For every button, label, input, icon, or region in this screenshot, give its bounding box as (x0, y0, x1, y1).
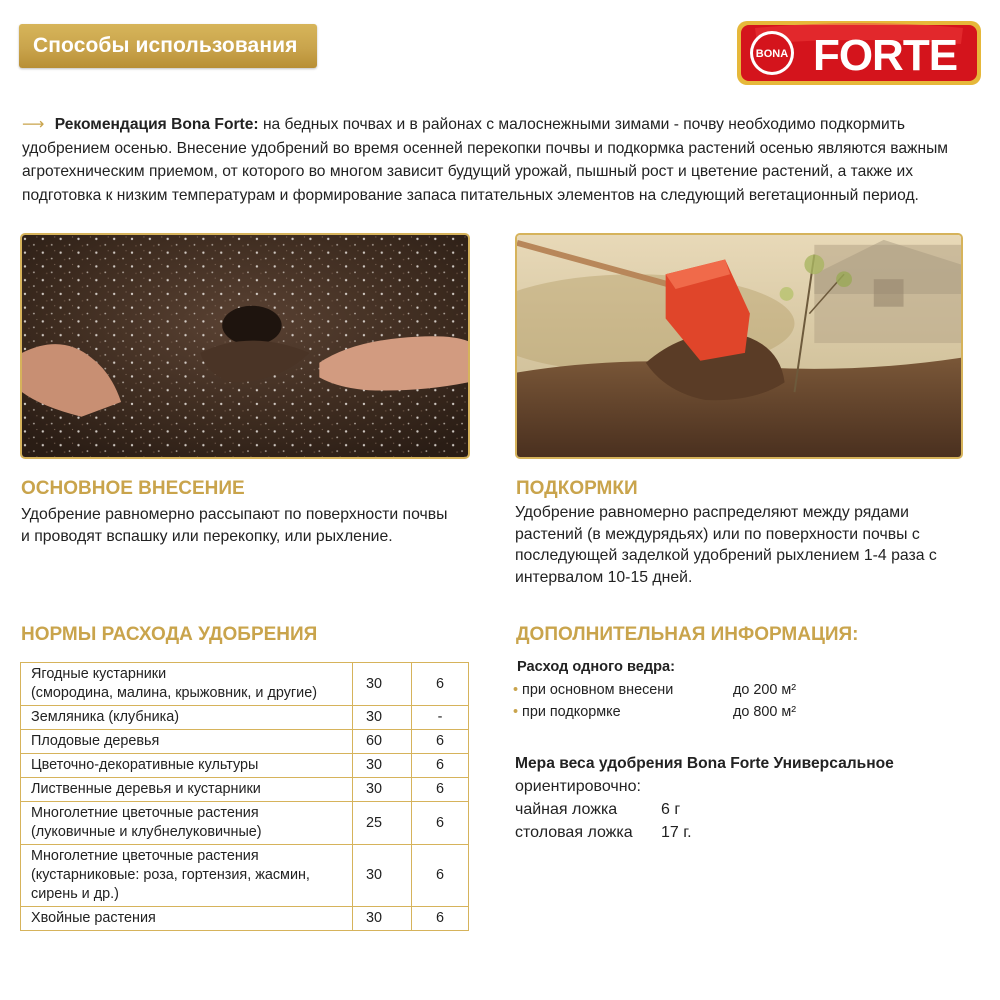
rate-feeding-cell: 6 (412, 754, 469, 778)
logo-bona-text: BONA (755, 48, 789, 60)
rate-feeding-cell: 6 (412, 907, 469, 931)
extra-info-title: ДОПОЛНИТЕЛЬНАЯ ИНФОРМАЦИЯ: (516, 624, 859, 645)
crop-name-cell: Многолетние цветочные растения (кустарниковые: роза, гортензия, жасмин, сирень и др.) (21, 845, 353, 907)
rate-main-cell: 30 (353, 706, 412, 730)
soil-hands-photo (20, 233, 470, 459)
crop-name-cell: Плодовые деревья (21, 730, 353, 754)
crop-name-cell: Ягодные кустарники (смородина, малина, крыжовник, и другие) (21, 663, 353, 706)
bucket-consumption-label: Расход одного ведра: (517, 659, 675, 675)
measure-tablespoon (515, 824, 692, 842)
measure-approx: ориентировочно: (515, 778, 641, 795)
bucket-item-main (513, 682, 797, 698)
measure-value: 6 г (661, 801, 681, 818)
main-application-text: Удобрение равномерно рассыпают по поверхности почвы и проводят вспашку или перекопку, или рыхление. (21, 506, 448, 545)
main-application-title: ОСНОВНОЕ ВНЕСЕНИЕ (21, 478, 245, 499)
table-row (21, 706, 469, 730)
crop-name-cell: Хвойные растения (21, 907, 353, 931)
rate-main-cell: 60 (353, 730, 412, 754)
rate-main-cell: 30 (353, 845, 412, 907)
bona-forte-logo (735, 18, 983, 88)
intro-text: на бедных почвах и в районах с малоснежными зимами - почву необходимо подкормить удобрением осенью. Внесение удобрений во время осенней перекопки почвы и подкормка растений осенью являются важным агротехническим приемом, от которого во многом зависит будущий урожай, пышный рост и цветение растений, а также их подготовка к низким температурам и формирование запаса питательных элементов на следующий вегетационный период. (22, 116, 949, 204)
shovel-digging-photo (515, 233, 963, 459)
measure-title: Мера веса удобрения Bona Forte Универсальное (515, 755, 894, 772)
feeding-title: ПОДКОРМКИ (516, 478, 638, 499)
bullet-icon: • (513, 704, 519, 720)
rate-feeding-cell: 6 (412, 845, 469, 907)
crop-name-cell: Земляника (клубника) (21, 706, 353, 730)
rate-main-cell: 30 (353, 663, 412, 706)
table-row (21, 778, 469, 802)
intro-paragraph (22, 113, 972, 207)
intro-bold: Рекомендация Bona Forte: (54, 116, 259, 133)
rate-main-cell: 30 (353, 754, 412, 778)
rate-feeding-cell: 6 (412, 730, 469, 754)
rate-feeding-cell: 6 (412, 802, 469, 845)
bucket-item-value: до 200 м² (733, 682, 797, 698)
measure-label: столовая ложка (515, 824, 633, 841)
crop-name-cell: Многолетние цветочные растения (луковичные и клубнелуковичные) (21, 802, 353, 845)
table-row (21, 730, 469, 754)
bucket-item-feeding (513, 704, 797, 720)
logo-forte-text: FORTE (812, 31, 958, 80)
table-row (21, 663, 469, 706)
bucket-item-label: при основном внесени (522, 682, 674, 698)
crop-name-cell: Цветочно-декоративные культуры (21, 754, 353, 778)
feeding-text: Удобрение равномерно распределяют между рядами растений (в междурядьях) или по поверхности почвы с последующей заделкой удобрений рыхлением 1-4 раза с интервалом 10-15 дней. (515, 504, 937, 586)
measure-value: 17 г. (661, 824, 692, 841)
crop-name-cell: Лиственные деревья и кустарники (21, 778, 353, 802)
rate-feeding-cell: 6 (412, 778, 469, 802)
table-row (21, 907, 469, 931)
norms-table (20, 662, 469, 931)
measure-teaspoon (515, 801, 681, 819)
rate-main-cell: 25 (353, 802, 412, 845)
table-row (21, 754, 469, 778)
bucket-item-label: при подкормке (522, 704, 621, 720)
bucket-item-value: до 800 м² (733, 704, 797, 720)
rate-main-cell: 30 (353, 778, 412, 802)
page-title: Способы использования (19, 24, 317, 68)
bullet-icon: • (513, 682, 519, 698)
arrow-icon: ⟶ (22, 116, 45, 133)
norms-title: НОРМЫ РАСХОДА УДОБРЕНИЯ (21, 624, 318, 645)
table-row (21, 802, 469, 845)
rate-main-cell: 30 (353, 907, 412, 931)
table-row (21, 845, 469, 907)
rate-feeding-cell: 6 (412, 663, 469, 706)
measure-label: чайная ложка (515, 801, 618, 818)
rate-feeding-cell: - (412, 706, 469, 730)
